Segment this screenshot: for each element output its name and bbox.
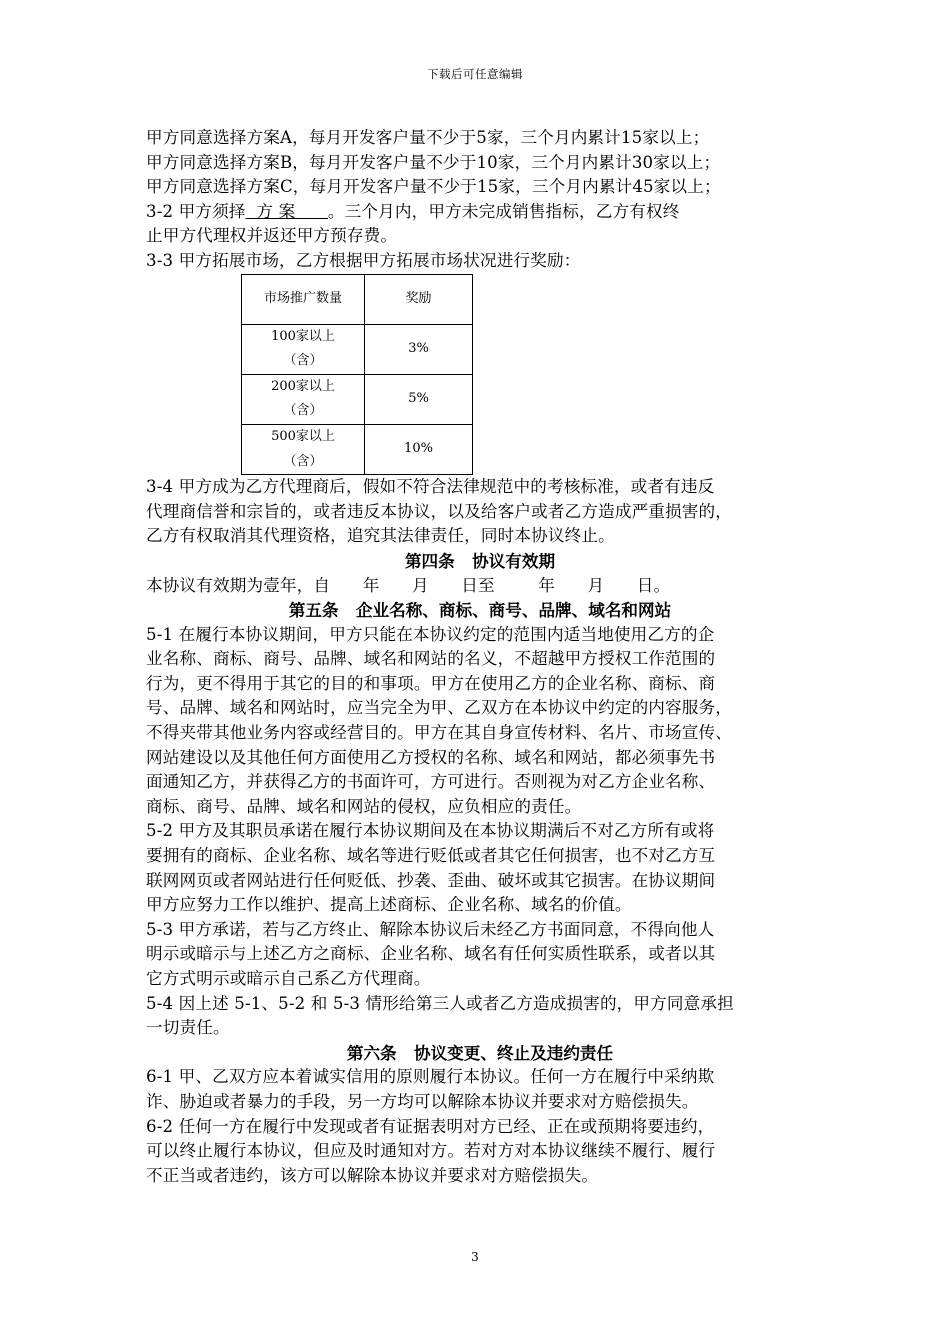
article-5-line: 商标、商号、品牌、域名和网站的侵权，应负相应的责任。: [146, 796, 582, 816]
quantity-note: （含）: [283, 353, 323, 369]
article-6-line: 不正当或者违约，该方可以解除本协议并要求对方赔偿损失。: [146, 1165, 599, 1185]
clause-3-2-suffix: 。三个月内，甲方未完成销售指标，乙方有权终: [327, 201, 680, 221]
article-6-line: 6-1 甲、乙双方应本着诚实信用的原则履行本协议。任何一方在履行中采纳欺: [146, 1067, 715, 1087]
quantity-cell: [242, 374, 365, 424]
article-5-line: 一切责任。: [146, 1018, 230, 1038]
article-5-line: 号、品牌、域名和网站时，应当完全为甲、乙双方在本协议中约定的内容服务，: [146, 698, 733, 718]
article-5-line: 面通知乙方，并获得乙方的书面许可，方可进行。否则视为对乙方企业名称、: [146, 772, 716, 792]
article-5-line: 5-4 因上述 5-1、5-2 和 5-3 情形给第三人或者乙方造成损害的，甲方同意承担: [146, 993, 734, 1013]
clause-3-4-line: 代理商信誉和宗旨的，或者违反本协议，以及给客户或者乙方造成严重损害的，: [146, 501, 733, 521]
table-row: [242, 424, 473, 474]
quantity-text: 200家以上: [271, 378, 335, 394]
clause-3-3: 3-3 甲方拓展市场，乙方根据甲方拓展市场状况进行奖励：: [146, 250, 581, 270]
article-5-line: 甲方应努力工作以维护、提高上述商标、企业名称、域名的价值。: [146, 895, 632, 915]
plan-b-line: 甲方同意选择方案B，每月开发客户量不少于10家，三个月内累计30家以上；: [146, 152, 721, 172]
document-body: [146, 126, 814, 1188]
plan-choice-blank: 方 案: [245, 201, 328, 221]
quantity-text: 100家以上: [271, 328, 335, 344]
plan-a-line: 甲方同意选择方案A，每月开发客户量不少于5家，三个月内累计15家以上；: [146, 128, 710, 147]
quantity-cell: [242, 424, 365, 474]
header-quantity: 市场推广数量: [242, 274, 365, 324]
clause-3-4-line: 乙方有权取消其代理资格，追究其法律责任，同时本协议终止。: [146, 526, 615, 546]
reward-cell: 10%: [365, 424, 473, 474]
clause-3-2-prefix: 3-2 甲方须择: [146, 201, 246, 221]
article-5-line: 业名称、商标、商号、品牌、域名和网站的名义，不超越甲方授权工作范围的: [146, 649, 716, 669]
header-reward: 奖励: [365, 274, 473, 324]
article-5-line: 5-2 甲方及其职员承诺在履行本协议期间及在本协议期满后不对乙方所有或将: [146, 821, 715, 841]
article-5-line: 行为，更不得用于其它的目的和事项。甲方在使用乙方的企业名称、商标、商: [146, 673, 716, 693]
reward-cell: 3%: [365, 324, 473, 374]
article-6-line: 6-2 任何一方在履行中发现或者有证据表明对方已经、正在或预期将要违约，: [146, 1116, 715, 1136]
article-5-line: 网站建设以及其他任何方面使用乙方授权的名称、域名和网站，都必须事先书: [146, 747, 716, 767]
quantity-note: （含）: [283, 403, 323, 419]
article-6-line: 可以终止履行本协议，但应及时通知对方。若对方对本协议继续不履行、履行: [146, 1141, 716, 1161]
article-5-line: 联网网页或者网站进行任何贬低、抄袭、歪曲、破坏或其它损害。在协议期间: [146, 870, 716, 890]
article-5-line: 明示或暗示与上述乙方之商标、企业名称、域名有任何实质性联系，或者以其: [146, 944, 716, 964]
clause-3-2-line2: 止甲方代理权并返还甲方预存费。: [146, 226, 398, 246]
article-5-line: 它方式明示或暗示自己系乙方代理商。: [146, 969, 431, 988]
article-5-title: 第五条 企业名称、商标、商号、品牌、域名和网站: [288, 600, 672, 621]
article-6-title: 第六条 协议变更、终止及违约责任: [346, 1042, 614, 1063]
article-5-line: 5-3 甲方承诺，若与乙方终止、解除本协议后未经乙方书面同意，不得向他人: [146, 919, 715, 939]
article-6-line: 诈、胁迫或者暴力的手段，另一方均可以解除本协议并要求对方赔偿损失。: [146, 1091, 699, 1111]
quantity-text: 500家以上: [271, 428, 335, 444]
article-5-line: 不得夹带其他业务内容或经营目的。甲方在其自身宣传材料、名片、市场宣传、: [146, 723, 733, 743]
page-number: 3: [471, 1250, 479, 1264]
article-5-line: 5-1 在履行本协议期间，甲方只能在本协议约定的范围内适当地使用乙方的企: [146, 624, 715, 644]
clause-3-4-line: 3-4 甲方成为乙方代理商后，假如不符合法律规范中的考核标准，或者有违反: [146, 477, 715, 497]
article-4-title: 第四条 协议有效期: [404, 550, 556, 571]
reward-table-header-row: [242, 274, 473, 324]
quantity-note: （含）: [283, 453, 323, 469]
page-header: 下载后可任意编辑: [427, 67, 523, 81]
quantity-cell: [242, 324, 365, 374]
plan-c-line: 甲方同意选择方案C，每月开发客户量不少于15家，三个月内累计45家以上；: [146, 177, 721, 197]
reward-table: [241, 274, 473, 476]
article-5-line: 要拥有的商标、企业名称、域名等进行贬低或者其它任何损害，也不对乙方互: [146, 846, 716, 866]
article-4-text: 本协议有效期为壹年，自 年 月 日至 年 月 日。: [146, 575, 671, 595]
table-row: [242, 374, 473, 424]
clause-3-2: [146, 200, 814, 225]
table-row: [242, 324, 473, 374]
reward-cell: 5%: [365, 374, 473, 424]
